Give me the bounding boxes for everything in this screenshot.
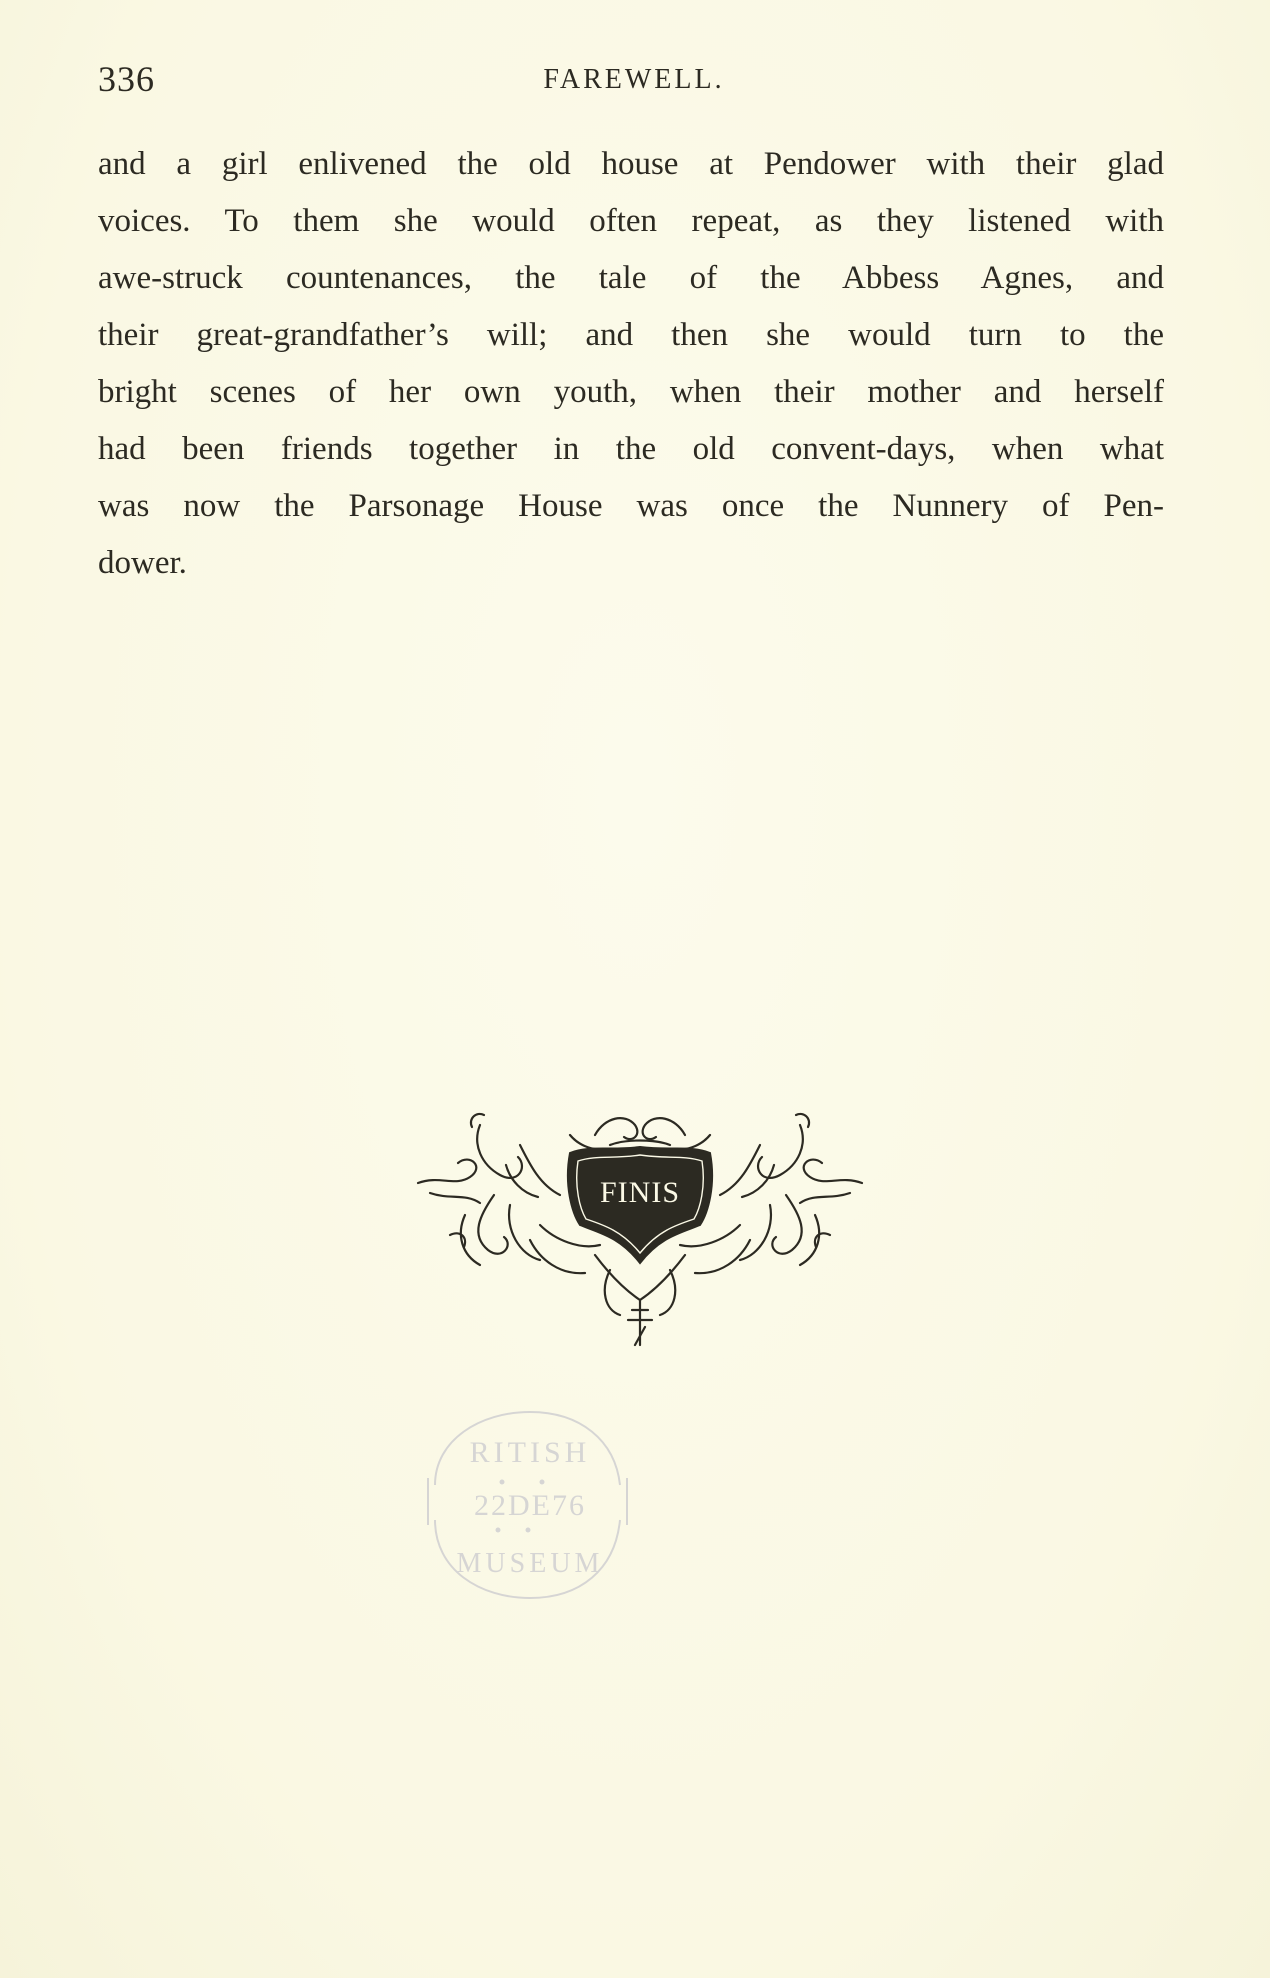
library-stamp-icon [410,1400,650,1610]
text-line: bright scenes of her own youth, when their mother and herself [98,374,1164,410]
finis-ornament-icon [410,1105,870,1350]
page-number: 336 [98,59,155,99]
text-line: dower. [98,545,187,581]
text-line: was now the Parsonage House was once the Nunnery of Pen- [98,488,1164,524]
page-header [98,58,1170,108]
text-line: and a girl enlivened the old house at Pendower with their glad [98,146,1164,182]
stamp-bottom-text: MUSEUM [456,1548,604,1579]
running-title: FAREWELL. [543,64,725,95]
body-paragraph [98,136,1164,592]
finis-label: FINIS [599,1176,681,1209]
text-line: had been friends together in the old convent-days, when what [98,431,1164,467]
stamp-top-text: RITISH [469,1436,591,1469]
text-line: their great-grandfather’s will; and then she would turn to the [98,317,1164,353]
text-line: voices. To them she would often repeat, as they listened with [98,203,1164,239]
stamp-date: 22DE76 [474,1489,586,1522]
text-line: awe-struck countenances, the tale of the Abbess Agnes, and [98,260,1164,296]
